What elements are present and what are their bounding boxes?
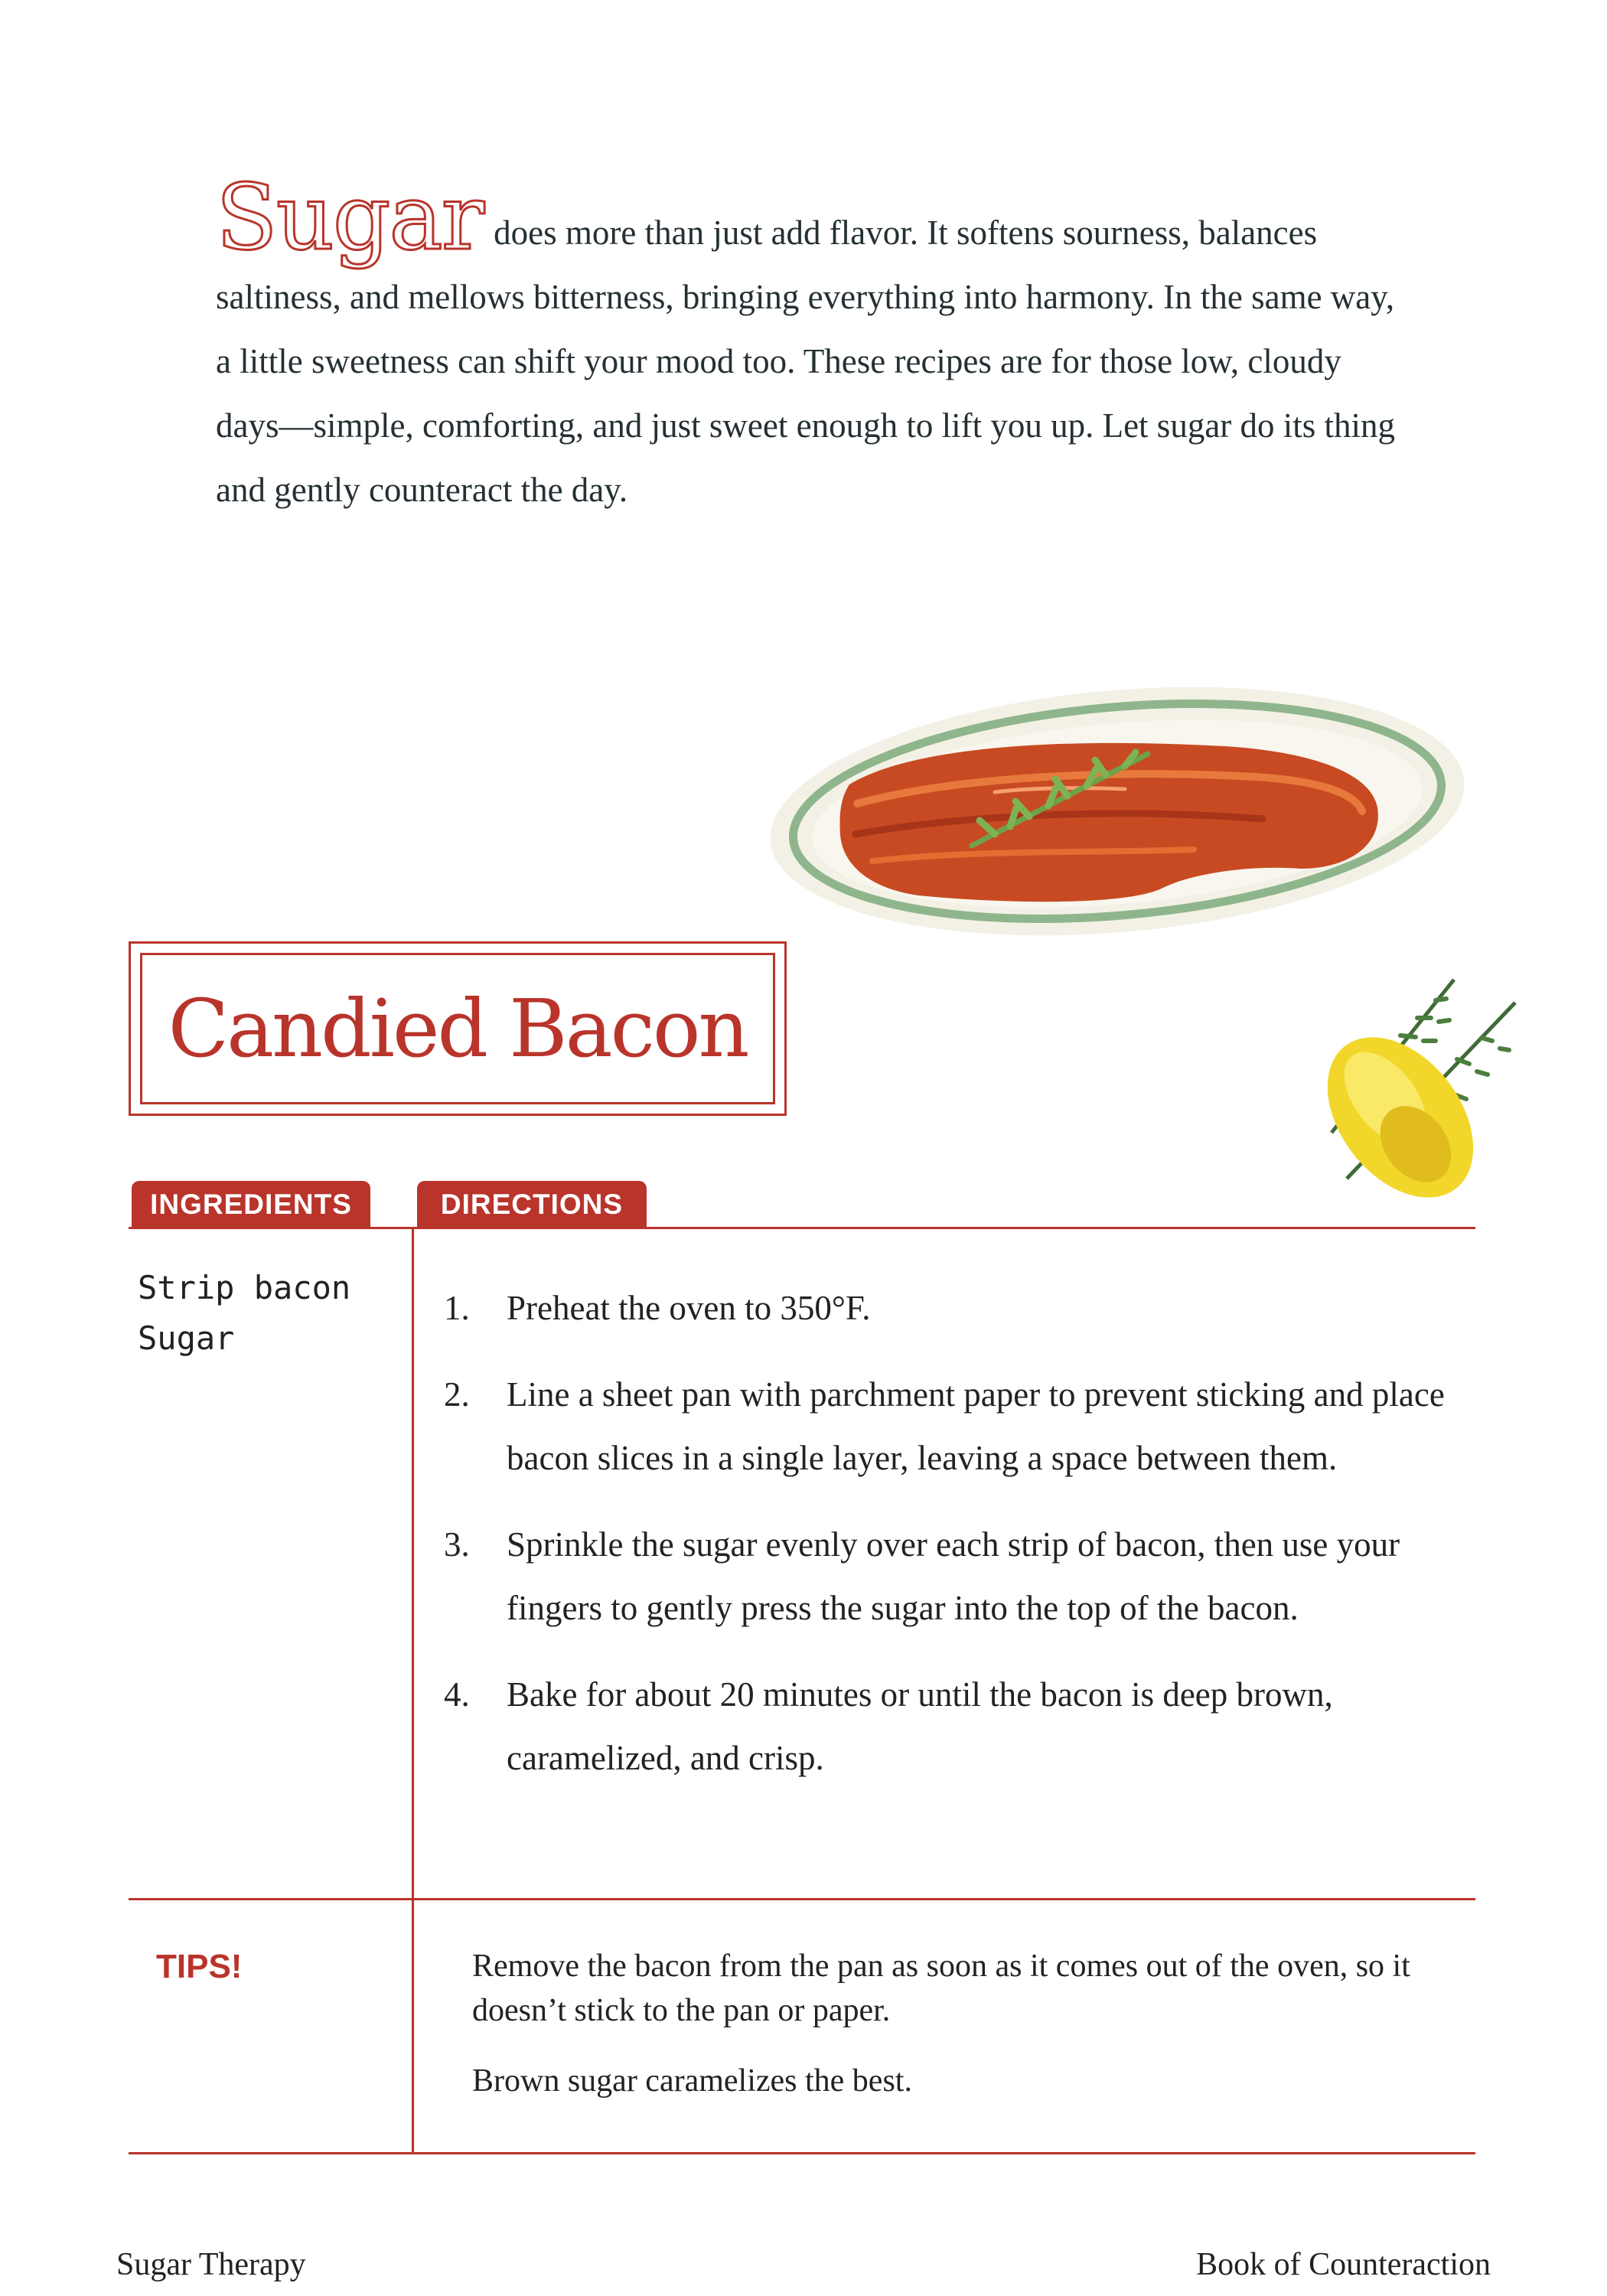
direction-step <box>444 1277 1477 1340</box>
directions-tab: DIRECTIONS <box>417 1181 647 1228</box>
direction-step <box>444 1363 1477 1490</box>
step-number: 2. <box>444 1375 470 1414</box>
direction-step <box>444 1663 1477 1790</box>
step-number: 3. <box>444 1525 470 1564</box>
step-text: Bake for about 20 minutes or until the bacon is deep brown, caramelized, and crisp. <box>507 1675 1333 1777</box>
direction-step <box>444 1513 1477 1640</box>
intro-paragraph <box>216 165 1402 522</box>
intro-drop-word: Sugar <box>216 165 484 270</box>
footer-right-text: Book of Counteraction <box>1196 2247 1491 2282</box>
ingredients-tab: INGREDIENTS <box>132 1181 370 1228</box>
step-number: 1. <box>444 1289 470 1327</box>
lemon-rosemary-illustration <box>1301 918 1530 1202</box>
table-bottom-divider <box>129 2152 1475 2154</box>
ingredient-item: Strip bacon <box>138 1269 351 1306</box>
table-top-divider <box>129 1227 1475 1229</box>
ingredient-item: Sugar <box>138 1319 235 1357</box>
step-text: Sprinkle the sugar evenly over each strip of bacon, then use your fingers to gently press the sugar into the top of the bacon. <box>507 1525 1400 1627</box>
recipe-title: Candied Bacon <box>168 982 748 1075</box>
tips-section <box>472 1944 1475 2129</box>
column-divider <box>412 1227 414 2154</box>
intro-text: does more than just add flavor. It softens sourness, balances saltiness, and mellows bitterness, bringing everything into harmony. In the same way, a little sweetness can shift your mood too. These recipes are for those low, cloudy days—simple, comforting, and just sweet enough to lift you up. Let sugar do its thing and gently counteract the day. <box>216 214 1396 509</box>
bacon-plate-illustration <box>765 677 1469 953</box>
directions-list <box>444 1277 1477 1813</box>
footer-left-text: Sugar Therapy <box>116 2247 306 2282</box>
tips-label: TIPS! <box>156 1948 243 1985</box>
tip-text: Remove the bacon from the pan as soon as it comes out of the oven, so it doesn’t stick to the pan or paper. <box>472 1949 1410 2028</box>
step-text: Preheat the oven to 350°F. <box>507 1289 871 1327</box>
tip-text: Brown sugar caramelizes the best. <box>472 2063 912 2099</box>
step-number: 4. <box>444 1675 470 1714</box>
ingredients-list <box>138 1263 350 1364</box>
recipe-title-box <box>129 941 787 1116</box>
step-text: Line a sheet pan with parchment paper to prevent sticking and place bacon slices in a single layer, leaving a space between them. <box>507 1375 1445 1477</box>
tips-divider <box>129 1898 1475 1900</box>
